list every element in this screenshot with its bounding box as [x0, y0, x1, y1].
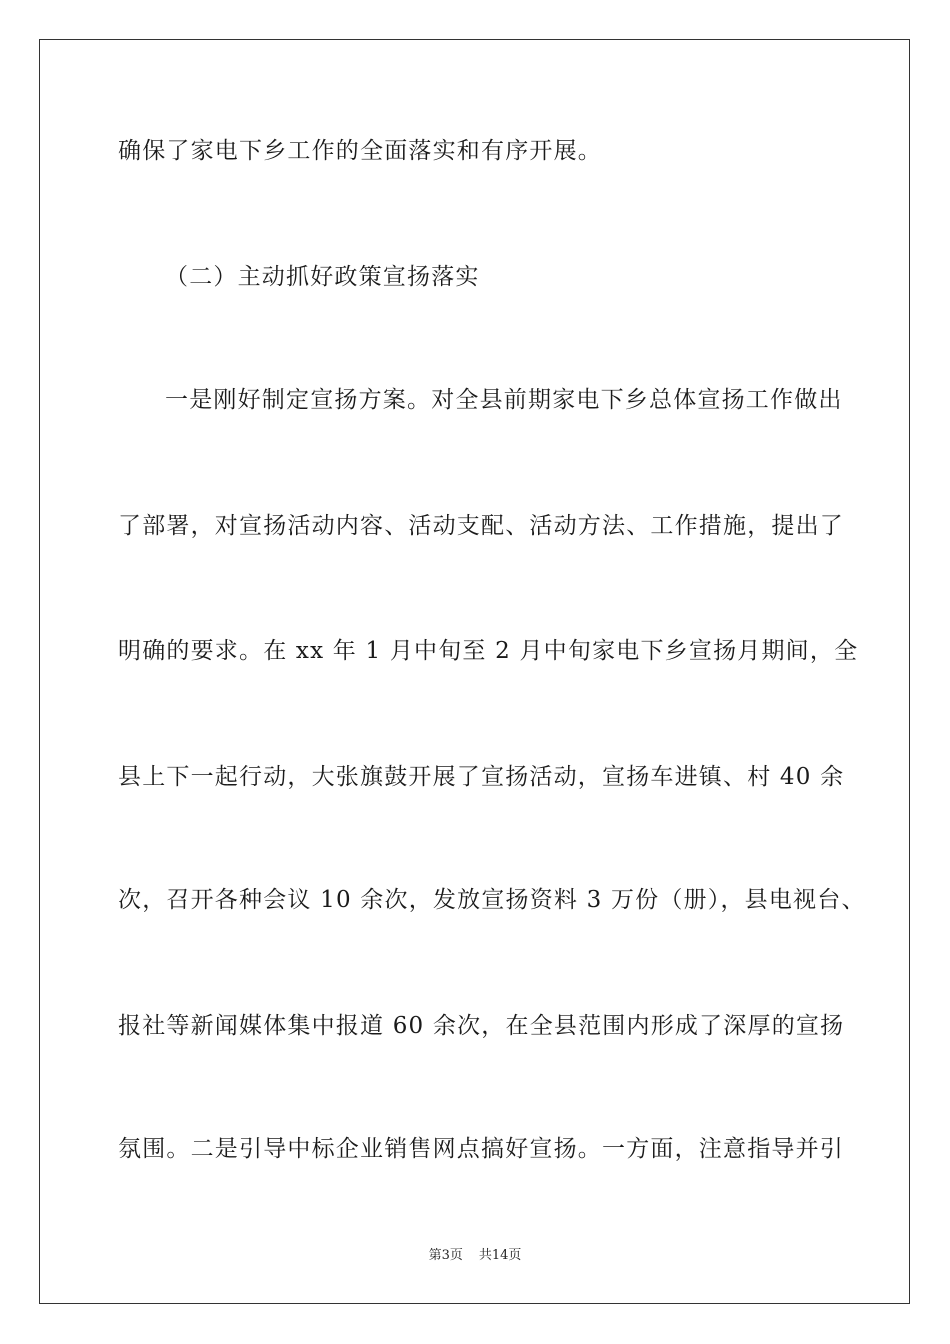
- body-line-1: 确保了家电下乡工作的全面落实和有序开展。: [118, 138, 602, 164]
- body-line-5: 县上下一起行动，大张旗鼓开展了宣扬活动，宣扬车进镇、村 40 余: [118, 764, 845, 790]
- page-frame: [39, 39, 910, 1304]
- body-line-3: 了部署，对宣扬活动内容、活动支配、活动方法、工作措施，提出了: [118, 513, 844, 539]
- page-footer: [0, 1248, 950, 1264]
- page-number: 第3页: [428, 1248, 463, 1263]
- section-heading: （二）主动抓好政策宣扬落实: [165, 264, 480, 290]
- page-total: 共14页: [478, 1248, 522, 1263]
- body-line-4: 明确的要求。在 xx 年 1 月中旬至 2 月中旬家电下乡宣扬月期间，全: [118, 638, 859, 664]
- body-line-7: 报社等新闻媒体集中报道 60 余次，在全县范围内形成了深厚的宣扬: [118, 1013, 845, 1039]
- body-line-2: 一是刚好制定宣扬方案。对全县前期家电下乡总体宣扬工作做出: [165, 387, 843, 413]
- body-line-6: 次，召开各种会议 10 余次，发放宣扬资料 3 万份（册），县电视台、: [118, 887, 866, 913]
- body-line-8: 氛围。二是引导中标企业销售网点搞好宣扬。一方面，注意指导并引: [118, 1136, 844, 1162]
